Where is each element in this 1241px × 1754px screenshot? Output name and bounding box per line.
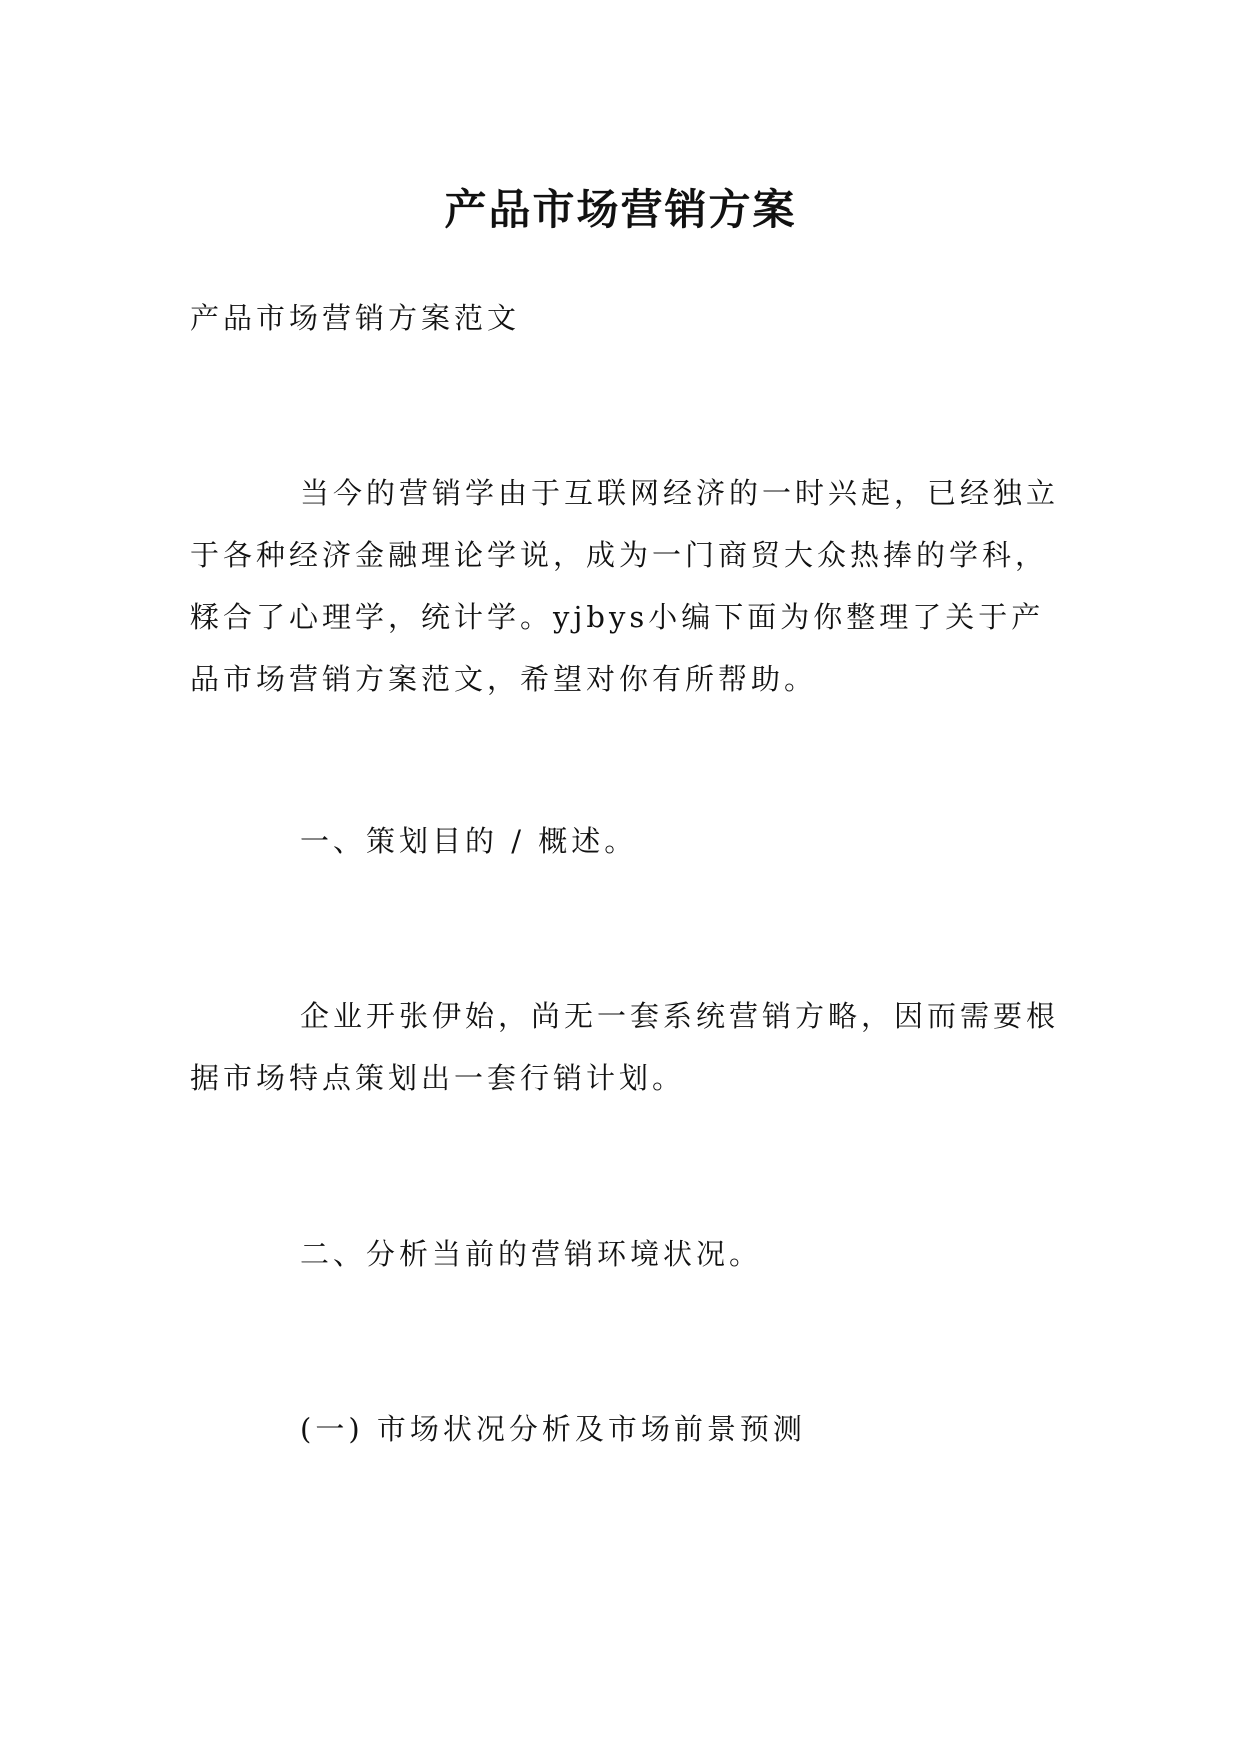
document-title: 产品市场营销方案 xyxy=(444,185,797,235)
section-2-subheading-1: (一) 市场状况分析及市场前景预测 xyxy=(300,1412,806,1446)
intro-paragraph: 当今的营销学由于互联网经济的一时兴起，已经独立于各种经济金融理论学说，成为一门商贸大众热捧的学科，糅合了心理学，统计学。yjbys小编下面为你整理了关于产品市场营销方案范文，希望对你有所帮助。 xyxy=(190,476,1060,696)
section-heading-1: 一、策划目的 / 概述。 xyxy=(300,824,638,858)
section-heading-2: 二、分析当前的营销环境状况。 xyxy=(300,1237,763,1271)
section-1-paragraph: 企业开张伊始，尚无一套系统营销方略，因而需要根据市场特点策划出一套行销计划。 xyxy=(190,999,1060,1095)
document-subtitle: 产品市场营销方案范文 xyxy=(190,301,521,335)
